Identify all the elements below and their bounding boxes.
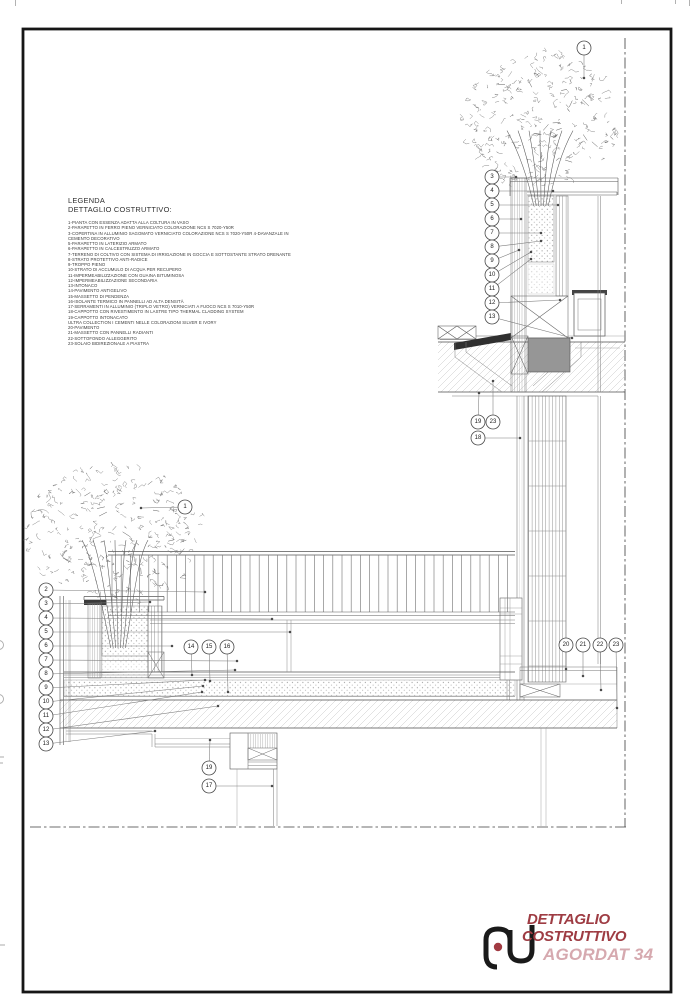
floor-slab-hatch [60, 700, 617, 728]
railing-base [108, 612, 515, 616]
brick-parapet [556, 196, 568, 296]
edge-insulation-box [438, 326, 476, 339]
legend-item: 15-MASSETTO DI PENDENZA [68, 293, 130, 299]
legend-item: 18-CAPPOTTO CON RIVESTIMENTO IN LASTRE TIPO THERMAL CLADDING SYSTEM [68, 309, 244, 315]
legend-item: 6-PARAPETTO IN CALCESTRUZZO ARMATO [68, 246, 160, 252]
curb-lines [150, 620, 515, 624]
svg-text:3: 3 [44, 601, 48, 607]
legend-items [68, 220, 306, 346]
svg-text:13: 13 [488, 314, 496, 320]
legend-item: 3-COPERTINA IN ALLUMINIO SAGOMATO VERNICIATO COLORAZIONE NCS S 7020-Y50R 4-DAVANZALE IN CEMENTO DECORATIVO [68, 230, 289, 241]
svg-text:18: 18 [474, 435, 482, 441]
legend [68, 196, 306, 346]
svg-text:10: 10 [488, 272, 496, 278]
svg-text:8: 8 [44, 671, 48, 677]
svg-text:6: 6 [490, 216, 494, 222]
brick-wall [528, 396, 566, 682]
legend-item: 17-SERRAMENTI IN ALLUMINIO (TRIPLO VETRO) VERNICIATI A FUOCO NCS S 7010-Y50R [68, 304, 255, 309]
svg-text:23: 23 [612, 642, 620, 648]
legend-item: 21-MASSETTO CON PANNELLI RADIANTI [68, 330, 154, 336]
legend-subtitle: DETTAGLIO COSTRUTTIVO: [68, 205, 172, 214]
planter-drainage [102, 656, 148, 678]
planter-outer-wall [88, 604, 101, 678]
legend-item: 2-PARAPETTO IN FERRO PIENO VERNICIATO COLORAZIONE NCS S 7020-Y50R [68, 225, 234, 231]
legend-item: 13-INTONACO [68, 283, 98, 288]
soffit-lines [66, 731, 232, 747]
svg-text:6: 6 [44, 643, 48, 649]
concrete-block [528, 338, 570, 372]
svg-text:14: 14 [187, 644, 195, 650]
legend-item: 12-IMPERMEABILIZZAZIONE SECONDARIA [68, 277, 158, 283]
callout-1-15 [140, 500, 192, 514]
svg-text:4: 4 [490, 188, 494, 194]
callout-22-35 [593, 638, 607, 691]
sheet-border [23, 29, 671, 992]
svg-text:23: 23 [489, 419, 497, 425]
svg-text:2: 2 [44, 587, 48, 593]
lower-interior-wall [541, 728, 546, 826]
svg-text:19: 19 [205, 765, 213, 771]
svg-text:1: 1 [183, 504, 187, 510]
svg-text:5: 5 [490, 202, 494, 208]
svg-text:17: 17 [205, 783, 213, 789]
svg-text:19: 19 [474, 419, 482, 425]
svg-text:5: 5 [44, 629, 48, 635]
legend-title: LEGENDA [68, 196, 106, 205]
external-insulation-hatch [511, 178, 526, 392]
svg-text:11: 11 [488, 286, 496, 292]
interior-face-lines [598, 396, 601, 664]
svg-text:22: 22 [596, 642, 604, 648]
svg-text:20: 20 [562, 642, 570, 648]
tree-upper [460, 48, 618, 206]
railing [108, 552, 515, 673]
svg-text:13: 13 [42, 741, 50, 747]
svg-text:7: 7 [490, 230, 494, 236]
handrail [108, 552, 515, 556]
callout-23-36 [609, 638, 623, 709]
svg-text:4: 4 [44, 615, 48, 621]
legend-item: 22-SOTTOFONDO ALLEGGERITO [68, 335, 137, 341]
legend-item: 7-TERRENO DI COLTIVO CON SISTEMA DI IRRIGAZIONE IN GOCCIA E SOTTOSTANTE STRATO DRENANTE [68, 251, 291, 257]
svg-text:10: 10 [42, 699, 50, 705]
title-block [478, 898, 668, 978]
drain-box [572, 290, 607, 336]
legend-item: 19-CAPPOTTO INTONACATO [68, 314, 128, 320]
svg-text:21: 21 [579, 642, 587, 648]
svg-text:1: 1 [582, 45, 586, 51]
legend-item: 20-PAVIMENTO [68, 325, 100, 330]
svg-text:16: 16 [223, 644, 231, 650]
legend-item: 1-PIANTA CON ESSENZA ADATTA ALLA COLTURA IN VASO [68, 220, 189, 225]
legend-item: 9-TROPPO PIENO [68, 262, 106, 267]
legend-item: 8-STRATO PROTETTIVO ANTI-RADICE [68, 256, 148, 262]
svg-text:3: 3 [490, 174, 494, 180]
svg-text:12: 12 [42, 727, 50, 733]
svg-text:9: 9 [44, 685, 48, 691]
planter-coping [84, 597, 164, 601]
title-line-1: DETTAGLIO [527, 911, 610, 928]
roller-shutter-box [230, 733, 277, 769]
planter-inner-wall [148, 606, 162, 672]
sill-bracing-box [520, 684, 560, 697]
svg-text:12: 12 [488, 300, 496, 306]
legend-item: 23-SOLAIO BIDIREZIONALE A PIASTRA [68, 340, 150, 346]
callout-19-12 [471, 392, 485, 429]
drainage-layer [528, 264, 554, 294]
legend-item: 5-PARAPETTO IN LATERIZIO ARMATO [68, 241, 147, 246]
legend-item: 11-IMPERMEABILIZZAZIONE CON GUAINA BITUMINOSA [68, 272, 185, 278]
legend-item: 14-PAVIMENTO ANTIGELIVO [68, 288, 127, 294]
legend-item: 10-STRATO DI ACCUMULO DI ACQUA PER RECUPERO [68, 267, 182, 273]
svg-text:8: 8 [490, 244, 494, 250]
title-line-2: COSTRUTTIVO [522, 928, 627, 945]
wall-section [500, 396, 601, 700]
railing-bars [112, 555, 508, 612]
svg-text:11: 11 [42, 713, 50, 719]
insulation-layer [64, 680, 515, 696]
lower-window-glass [274, 769, 278, 826]
svg-text:7: 7 [44, 657, 48, 663]
legend-item: ULTRA COLLECTION I CEMENTI NELLE COLORAZIONI SILVER E IVORY [68, 319, 217, 325]
svg-text:9: 9 [490, 258, 494, 264]
legend-item: 16-ISOLANTE TERMICO IN PANNELLI AD ALTA DENSITÀ [68, 298, 184, 304]
project-name: AGORDAT 34 [543, 945, 654, 964]
svg-text:15: 15 [205, 644, 213, 650]
downpipe [287, 620, 291, 672]
